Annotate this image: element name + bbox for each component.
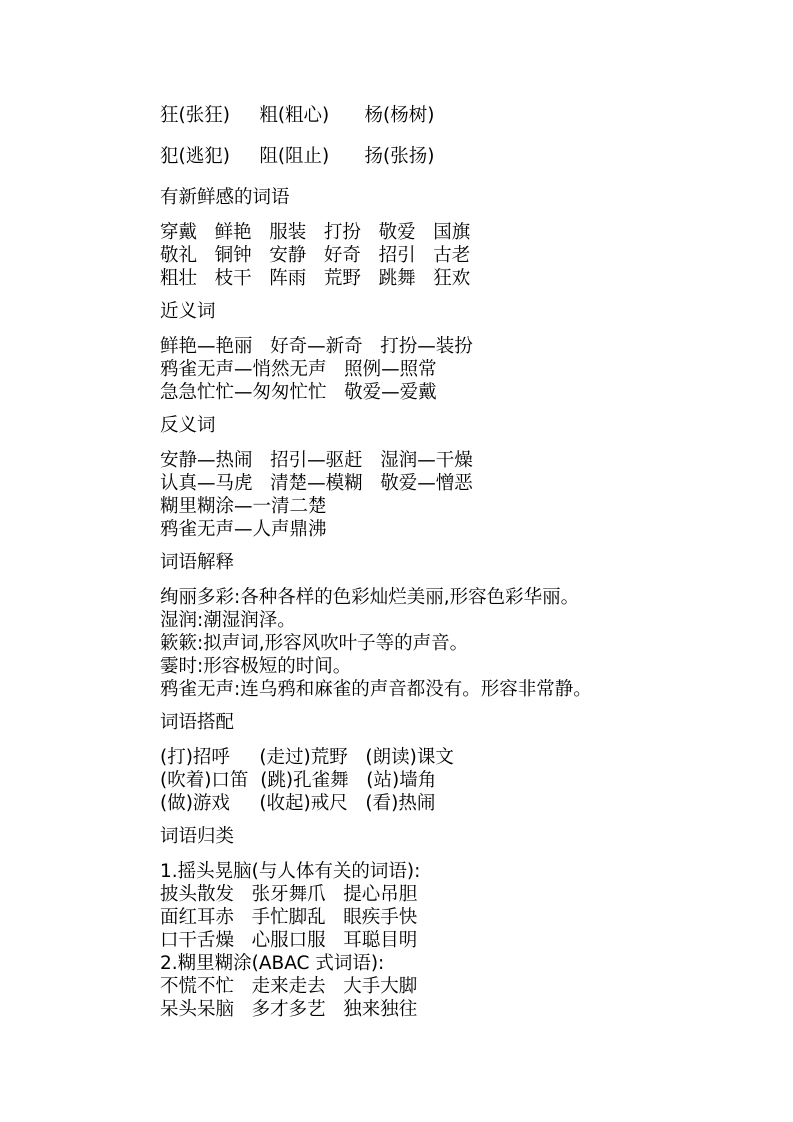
category-line: 呆头呆脑 多才多艺 独来独往 bbox=[160, 999, 418, 1020]
category-line: 不慌不忙 走来走去 大手大脚 bbox=[160, 976, 418, 997]
synonyms-line: 鲜艳—艳丽 好奇—新奇 打扮—装扮 bbox=[160, 336, 473, 357]
antonyms-line: 认真—马虎 清楚—模糊 敬爱—憎恶 bbox=[160, 473, 473, 494]
category-line: 2.糊里糊涂(ABAC 式词语): bbox=[160, 953, 385, 974]
explanation-line: 簌簌:拟声词,形容风吹叶子等的声音。 bbox=[160, 633, 469, 654]
section-heading-new-words: 有新鲜感的词语 bbox=[160, 187, 290, 208]
section-heading-explanations: 词语解释 bbox=[160, 552, 235, 573]
new-words-line: 粗壮 枝干 阵雨 荒野 跳舞 狂欢 bbox=[160, 268, 471, 289]
explanation-line: 湿润:潮湿润泽。 bbox=[160, 610, 296, 631]
explanation-line: 鸦雀无声:连乌鸦和麻雀的声音都没有。形容非常静。 bbox=[160, 679, 592, 700]
antonyms-line: 安静—热闹 招引—驱赶 湿润—干燥 bbox=[160, 450, 473, 471]
section-heading-synonyms: 近义词 bbox=[160, 301, 216, 322]
section-heading-categories: 词语归类 bbox=[160, 826, 235, 847]
category-line: 披头散发 张牙舞爪 提心吊胆 bbox=[160, 884, 418, 905]
collocation-line: (做)游戏 (收起)戒尺 (看)热闹 bbox=[160, 793, 436, 814]
category-line: 1.摇头晃脑(与人体有关的词语): bbox=[160, 861, 421, 882]
antonyms-line: 鸦雀无声—人声鼎沸 bbox=[160, 519, 327, 540]
section-heading-collocations: 词语搭配 bbox=[160, 712, 235, 733]
collocation-line: (打)招呼 (走过)荒野 (朗读)课文 bbox=[160, 747, 454, 768]
synonyms-line: 急急忙忙—匆匆忙忙 敬爱—爱戴 bbox=[160, 382, 437, 403]
new-words-line: 敬礼 铜钟 安静 好奇 招引 古老 bbox=[160, 245, 471, 266]
intro-line-2: 犯(逃犯) 阻(阻止) 扬(张扬) bbox=[160, 146, 435, 167]
antonyms-line: 糊里糊涂—一清二楚 bbox=[160, 496, 327, 517]
new-words-line: 穿戴 鲜艳 服装 打扮 敬爱 国旗 bbox=[160, 222, 471, 243]
explanation-line: 绚丽多彩:各种各样的色彩灿烂美丽,形容色彩华丽。 bbox=[160, 587, 580, 608]
explanation-line: 霎时:形容极短的时间。 bbox=[160, 656, 352, 677]
section-heading-antonyms: 反义词 bbox=[160, 415, 216, 436]
intro-line-1: 狂(张狂) 粗(粗心) 杨(杨树) bbox=[160, 105, 435, 126]
category-line: 口干舌燥 心服口服 耳聪目明 bbox=[160, 930, 418, 951]
document-page bbox=[160, 104, 760, 1021]
category-line: 面红耳赤 手忙脚乱 眼疾手快 bbox=[160, 907, 418, 928]
collocation-line: (吹着)口笛 (跳)孔雀舞 (站)墙角 bbox=[160, 770, 437, 791]
synonyms-line: 鸦雀无声—悄然无声 照例—照常 bbox=[160, 359, 437, 380]
